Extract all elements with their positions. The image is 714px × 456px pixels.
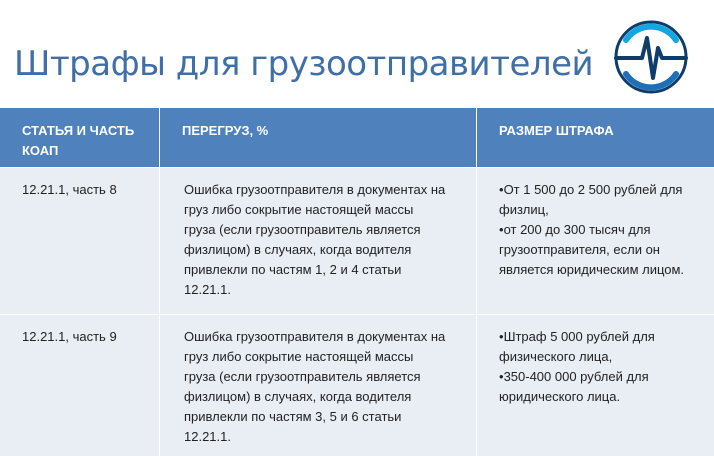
header-label: ПЕРЕГРУЗ, % bbox=[182, 123, 269, 138]
fine-bullet: • 350-400 000 рублей для юридического лица. bbox=[499, 367, 704, 407]
column-header-article bbox=[0, 108, 160, 167]
header-label: СТАТЬЯ И ЧАСТЬ КОАП bbox=[22, 123, 135, 158]
table-header-row bbox=[0, 108, 714, 167]
fine-bullet: • Штраф 5 000 рублей для физического лица, bbox=[499, 327, 704, 367]
heartbeat-logo-icon bbox=[612, 18, 690, 96]
fine-cell bbox=[477, 167, 714, 314]
fine-cell bbox=[477, 314, 714, 456]
description-cell: Ошибка грузоотправителя в документах на груз либо сокрытие настоящей массы груза (если грузоотправитель является физлицом) в случаях, когда водителя привлекли по частям 1, 2 и 4 статьи 12.21.1. bbox=[160, 167, 477, 314]
page-title: Штрафы для грузоотправителей bbox=[14, 44, 594, 84]
description-cell: Ошибка грузоотправителя в документах на груз либо сокрытие настоящей массы груза (если грузоотправитель является физлицом) в случаях, когда водителя привлекли по частям 3, 5 и 6 статьи 12.21.1. bbox=[160, 314, 477, 456]
column-header-fine bbox=[477, 108, 714, 167]
fines-table bbox=[0, 108, 714, 456]
column-header-overload bbox=[160, 108, 477, 167]
article-cell: 12.21.1, часть 8 bbox=[0, 167, 160, 314]
article-cell: 12.21.1, часть 9 bbox=[0, 314, 160, 456]
fines-table-container bbox=[0, 108, 714, 447]
fine-bullet: • От 1 500 до 2 500 рублей для физлиц, bbox=[499, 180, 704, 220]
table-row bbox=[0, 314, 714, 456]
header-label: РАЗМЕР ШТРАФА bbox=[499, 123, 614, 138]
fine-bullet: • от 200 до 300 тысяч для грузоотправителя, если он является юридическим лицом. bbox=[499, 220, 704, 280]
table-row bbox=[0, 167, 714, 314]
